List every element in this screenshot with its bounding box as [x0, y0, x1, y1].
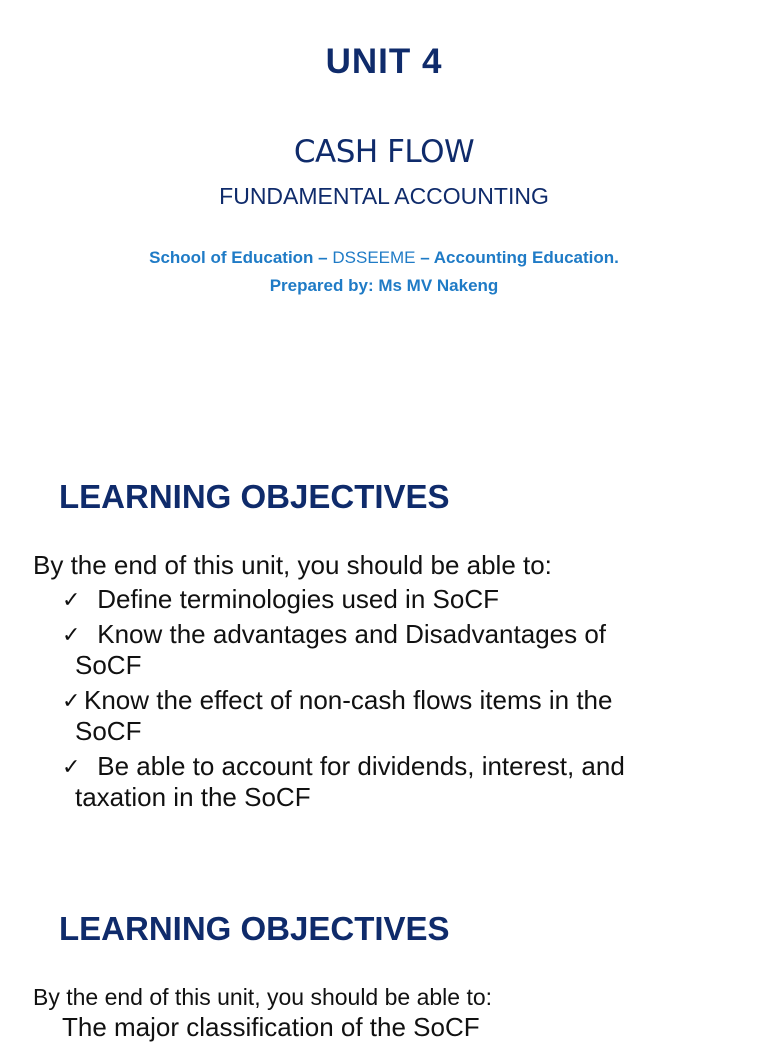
- objective-text-continued: SoCF: [75, 650, 142, 680]
- objective-text: Know the advantages and Disadvantages of: [90, 619, 607, 649]
- topic-title: CASH FLOW: [293, 134, 475, 170]
- objectives-slide-2: [0, 860, 768, 1042]
- school-line: [0, 248, 768, 268]
- objectives-heading: LEARNING OBJECTIVES: [59, 910, 450, 947]
- list-item: [62, 584, 702, 615]
- subject-subtitle: FUNDAMENTAL ACCOUNTING: [219, 183, 549, 209]
- list-item: [62, 685, 702, 747]
- objectives-list: [62, 584, 702, 817]
- checkmark-icon: ✓: [62, 587, 81, 612]
- list-item: [62, 619, 702, 681]
- prepared-by: Prepared by: Ms MV Nakeng: [269, 276, 499, 295]
- objective-text: Be able to account for dividends, interest, and: [90, 751, 625, 781]
- title-slide: [0, 0, 768, 430]
- objective-text: Define terminologies used in SoCF: [90, 584, 499, 614]
- checkmark-icon: ✓: [62, 754, 81, 779]
- objectives-slide-1: [0, 430, 768, 860]
- objective-text-continued: SoCF: [75, 716, 142, 746]
- objective-text-continued: taxation in the SoCF: [75, 782, 311, 812]
- checkmark-icon: ✓: [62, 688, 81, 713]
- objectives-intro: By the end of this unit, you should be able to:: [33, 984, 493, 1010]
- objective-text: Know the effect of non-cash flows items in the: [84, 685, 613, 715]
- department-name: DSSEEME: [332, 248, 416, 267]
- checkmark-icon: ✓: [62, 622, 81, 647]
- unit-title: UNIT 4: [325, 42, 443, 81]
- list-item: [62, 751, 702, 813]
- objective-text-partial: The major classification of the SoCF: [62, 1012, 480, 1042]
- school-name: School of Education –: [149, 248, 328, 267]
- program-name: – Accounting Education.: [420, 248, 619, 267]
- objectives-intro: By the end of this unit, you should be able to:: [33, 550, 552, 580]
- objectives-heading: LEARNING OBJECTIVES: [59, 478, 450, 515]
